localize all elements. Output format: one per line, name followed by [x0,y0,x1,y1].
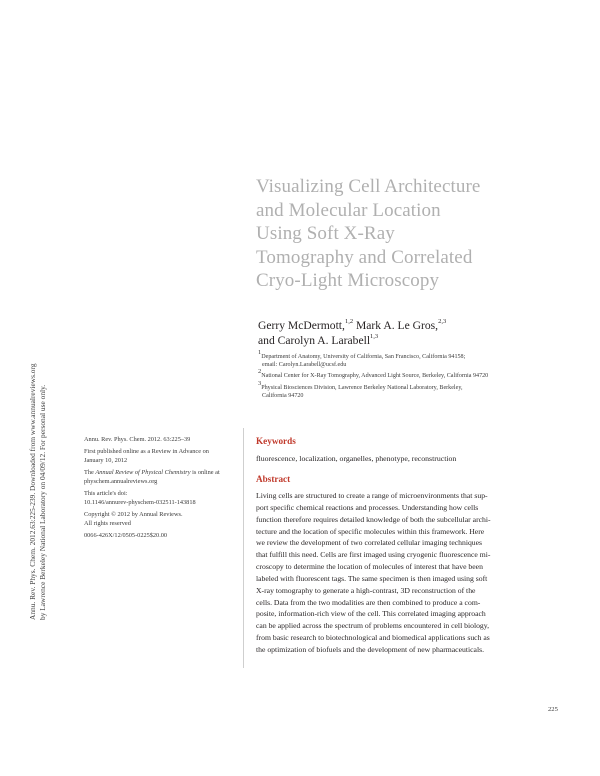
abstract-line: function therefore requires detailed knowledge of both the subcellular archi- [256,514,491,524]
doi-label: This article's doi: [84,490,128,498]
author-affiliation-marker: 1,3 [370,333,379,341]
online-text-pre: The [84,469,96,477]
article-title [256,175,556,293]
publication-history-date: January 10, 2012 [84,456,128,464]
issn: 0066-426X/12/0505-0225$20.00 [84,532,168,540]
affiliations [258,350,558,403]
keywords-heading: Keywords [256,436,296,446]
abstract-body [256,490,552,656]
abstract-line: X-ray tomography to generate a high-contrast, 3D reconstruction of the [256,585,476,595]
journal-name: Annual Review of Physical Chemistry [95,469,191,477]
author-list [258,318,558,348]
article-title-line: Cryo-Light Microscopy [256,270,440,292]
affiliation-line: California 94720 [262,393,304,400]
abstract-line: that fulfill this need. Cells are first imaged using cryogenic fluorescence mi- [256,550,491,560]
article-title-line: Tomography and Correlated [256,246,473,268]
author-affiliation-marker: 1,2 [344,318,354,326]
abstract-line: posite, information-rich view of the cell. This correlated imaging approach [256,609,486,619]
rights-text: All rights reserved [84,519,131,527]
author-name: Mark A. Le Gros, [355,319,439,332]
affiliation-email[interactable]: email: Carolyn.Larabell@ucsf.edu [262,362,347,369]
author-name: and Carolyn A. Larabell [258,334,371,347]
abstract-line: the optimization of biofuels and the development of new pharmaceuticals. [256,644,484,654]
article-title-line: and Molecular Location [256,199,441,221]
download-notice-line-1: Annu. Rev. Phys. Chem. 2012.63:225-239. Downloaded from www.annualreviews.org [28,363,37,620]
page-number: 225 [548,706,558,713]
affiliation-line: National Center for X-Ray Tomography, Advanced Light Source, Berkeley, California 94720 [261,373,489,380]
affiliation-number: 2 [258,368,262,376]
download-notice-line-2: by Lawrence Berkeley National Laboratory on 04/09/12. For personal use only. [38,384,47,620]
online-text-post: is online at [190,469,220,477]
keywords-list: fluorescence, localization, organelles, phenotype, reconstruction [256,454,457,463]
download-notice [16,240,60,620]
abstract-line: from basic research to biotechnological and biomedical applications such as [256,633,490,643]
abstract-line: tecture and the location of specific molecules within this framework. Here [256,526,485,536]
affiliation-line: Department of Anatomy, University of California, San Francisco, California 94158; [261,353,466,360]
author-affiliation-marker: 2,3 [438,318,447,326]
author-name: Gerry McDermott, [258,319,345,332]
abstract-line: port specific chemical reactions and processes. Understanding how cells [256,502,479,512]
abstract-line: labeled with fluorescent tags. The same specimen is then imaged using soft [256,573,488,583]
abstract-line: can be applied across the spectrum of problems encountered in cell biology, [256,621,490,631]
copyright-text: Copyright © 2012 by Annual Reviews. [84,511,183,519]
affiliation-number: 3 [258,379,262,387]
affiliation-number: 1 [258,348,262,356]
affiliation-line: Physical Biosciences Division, Lawrence Berkeley National Laboratory, Berkeley, [261,384,463,391]
article-title-line: Visualizing Cell Architecture [256,176,481,197]
abstract-line: we review the development of two correlated cellular imaging techniques [256,538,483,548]
abstract-heading: Abstract [256,474,291,484]
column-divider [243,428,244,668]
article-title-line: Using Soft X-Ray [256,223,395,245]
abstract-line: croscopy to determine the location of molecules of interest that have been [256,562,483,572]
article-info [84,436,234,544]
citation: Annu. Rev. Phys. Chem. 2012. 63:225–39 [84,436,191,443]
doi-link[interactable]: 10.1146/annurev-physchem-032511-143818 [84,498,196,506]
journal-url-link[interactable]: physchem.annualreviews.org [84,477,158,485]
publication-history-line: First published online as a Review in Advance on [84,448,209,456]
abstract-line: cells. Data from the two modalities are then combined to produce a com- [256,597,481,607]
abstract-line: Living cells are structured to create a range of microenvironments that sup- [256,491,488,500]
